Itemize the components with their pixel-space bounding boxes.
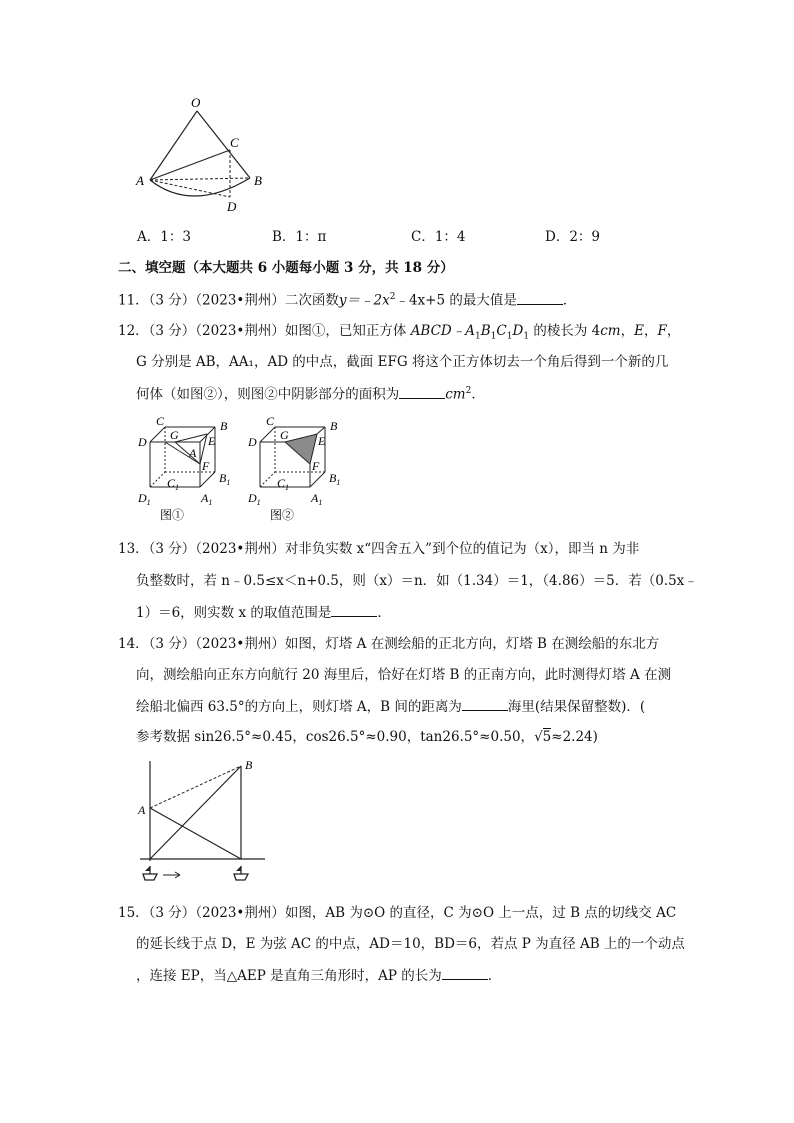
- q10-option-d: D．2：9: [545, 229, 601, 245]
- cube2-label-b: B: [330, 419, 338, 433]
- cube2-label-f: F: [312, 459, 320, 473]
- q13-line2: 负整数时，若 n﹣0.5≤x＜n+0.5，则（x）＝n．如（1.34）＝1，（4.86）＝5．若（0.5x﹣: [136, 573, 698, 589]
- q12-l3a: 何体（如图②），则图②中阴影部分的面积为: [136, 386, 400, 403]
- q15-l3: ，连接 EP，当△AEP 是直角三角形时，AP 的长为: [136, 968, 442, 984]
- q12-l1d: C: [496, 323, 507, 339]
- segment-ac: [150, 150, 230, 180]
- q15-line1: 15．（3 分）（2023•荆州）如图，AB 为⊙O 的直径，C 为⊙O 上一点，过 B 点的切线交 AC: [118, 905, 677, 921]
- q12-l1f: 的棱长为 4: [533, 323, 601, 339]
- label-a: A: [138, 803, 146, 817]
- label-o: O: [191, 95, 201, 110]
- q14-line1: 14．（3 分）（2023•荆州）如图，灯塔 A 在测绘船的正北方向，灯塔 B 在测绘船的东北方: [118, 636, 660, 652]
- segment-ob: [197, 111, 250, 178]
- q12-line2: G 分别是 AB，AA₁，AD 的中点，截面 EFG 将这个正方体切去一个角后得到一个新的几: [136, 354, 669, 370]
- q10-option-b: B．1：π: [272, 229, 327, 245]
- q10-option-a: A．1：3: [137, 229, 191, 245]
- q15-blank: [442, 969, 488, 980]
- cube1-label-c1: $C_1$: [167, 476, 180, 492]
- q12-l1g: cm: [600, 323, 621, 339]
- q13-line3: [136, 606, 391, 621]
- q12-blank: [399, 388, 445, 399]
- label-b: B: [245, 758, 253, 772]
- q12-l1i: E: [634, 323, 644, 339]
- segment-oa: [150, 111, 197, 180]
- q12-l1c: B: [480, 323, 491, 339]
- q14-l3b: 海里(结果保留整数)．(: [507, 699, 646, 715]
- q11-func: y＝﹣2x: [338, 292, 390, 309]
- q12-l1e: D: [512, 323, 524, 339]
- segment-ab-dashed: [150, 178, 250, 180]
- q13-line1: 13．（3 分）（2023•荆州）对非负实数 x“四舍五入”到个位的值记为（x），即当 n 为非: [118, 541, 640, 557]
- segment-ship-b: [150, 766, 241, 859]
- q14-sqrt-arg: 5: [542, 729, 552, 745]
- cube2-label-c1: $C_1$: [277, 476, 290, 492]
- q15-line3: [136, 969, 501, 984]
- label-a: A: [136, 173, 144, 188]
- q12-l3-exp: 2: [465, 386, 472, 396]
- cube2-label-e: E: [318, 434, 326, 448]
- q12-l1b: ABCD﹣A: [410, 323, 476, 339]
- ship-icon: [143, 866, 157, 880]
- q14-l3a: 绘船北偏西 63.5°的方向上，则灯塔 A，B 间的距离为: [136, 699, 462, 715]
- cube2-label-d1: $D_1$: [248, 491, 261, 507]
- cube1-label-e: E: [208, 434, 216, 448]
- cube2-caption: 图②: [270, 508, 295, 522]
- q13-l3: 1）＝6，则实数 x 的取值范围是: [136, 605, 332, 621]
- ship-icon: [234, 866, 248, 880]
- q13-blank: [331, 606, 377, 617]
- cube2-label-c: C: [266, 414, 275, 428]
- section-title: 二、填空题（本大题共 6 小题每小题 3 分，共 18 分）: [118, 260, 454, 276]
- arrow-right-icon: [163, 872, 180, 878]
- q11-exp: 2: [389, 292, 396, 302]
- cube1-label-b1: $B_1$: [219, 471, 231, 487]
- cube1-label-d: D: [138, 435, 147, 449]
- cube2-label-b1: $B_1$: [329, 471, 341, 487]
- cube2-label-g: G: [280, 428, 289, 442]
- q11-end: ．: [562, 292, 577, 309]
- q11-text: [118, 293, 576, 308]
- segment-a-ship2: [150, 808, 241, 859]
- label-b: B: [254, 173, 262, 188]
- q14-blank: [462, 700, 508, 711]
- q12-l3c: ．: [471, 386, 485, 403]
- q12-s3: 1: [506, 331, 513, 342]
- q12-line1: [118, 325, 680, 342]
- q14-l4a: 参考数据 sin26.5°≈0.45，cos26.5°≈0.90，tan26.5°≈0.50，: [136, 729, 535, 745]
- q14-line3: [136, 700, 645, 715]
- label-c: C: [230, 135, 239, 150]
- cube1-label-a: A: [189, 446, 197, 460]
- cube1-caption: 图①: [160, 508, 185, 522]
- cube1-label-f: F: [202, 459, 210, 473]
- cube-figure-1: [135, 412, 245, 522]
- label-d: D: [227, 199, 237, 214]
- cube1-label-g: G: [170, 428, 179, 442]
- cube1-label-d1: $D_1$: [138, 491, 151, 507]
- q12-l3b: cm: [445, 386, 466, 403]
- q14-line2: 向，测绘船向正东方向航行 20 海里后，恰好在灯塔 B 的正南方向，此时测得灯塔 A 在测: [136, 667, 672, 683]
- q12-l1a: 12．（3 分）（2023•荆州）如图①，已知正方体: [118, 323, 407, 339]
- cube2-label-d: D: [248, 435, 257, 449]
- q12-l1k: F: [657, 323, 667, 339]
- q14-figure: [130, 756, 270, 886]
- q12-line3: [136, 387, 485, 402]
- q12-s4: 1: [523, 331, 530, 342]
- cube1-label-a1: $A_1$: [201, 491, 213, 507]
- q15-end: ．: [487, 968, 502, 984]
- q12-l1l: ，: [666, 323, 681, 339]
- q13-end: ．: [377, 605, 391, 621]
- arc-ab: [150, 178, 250, 196]
- q14-line4: [136, 731, 598, 745]
- q11-prefix: 11．（3 分）（2023•荆州）二次函数: [118, 292, 339, 309]
- q12-s1: 1: [475, 331, 481, 342]
- cube2-label-a1: $A_1$: [311, 491, 323, 507]
- q11-rest: ﹣4x+5 的最大值是: [395, 292, 517, 309]
- q10-option-c: C．1：4: [411, 229, 466, 245]
- q12-l1j: ，: [643, 323, 658, 339]
- sqrt-sign: √: [534, 729, 543, 745]
- segment-ab-dashed: [150, 766, 241, 808]
- cube1-label-c: C: [156, 414, 165, 428]
- q10-figure: [130, 95, 280, 215]
- q11-blank: [517, 294, 563, 305]
- cube-figure-2: [245, 412, 355, 522]
- q12-l1h: ，: [620, 323, 635, 339]
- q15-line2: 的延长线于点 D，E 为弦 AC 的中点，AD＝10，BD＝6，若点 P 为直径 AB 上的一个动点: [136, 936, 685, 952]
- q12-s2: 1: [490, 331, 497, 342]
- q14-l4b: ≈2.24): [551, 729, 598, 745]
- cube1-label-b: B: [220, 419, 228, 433]
